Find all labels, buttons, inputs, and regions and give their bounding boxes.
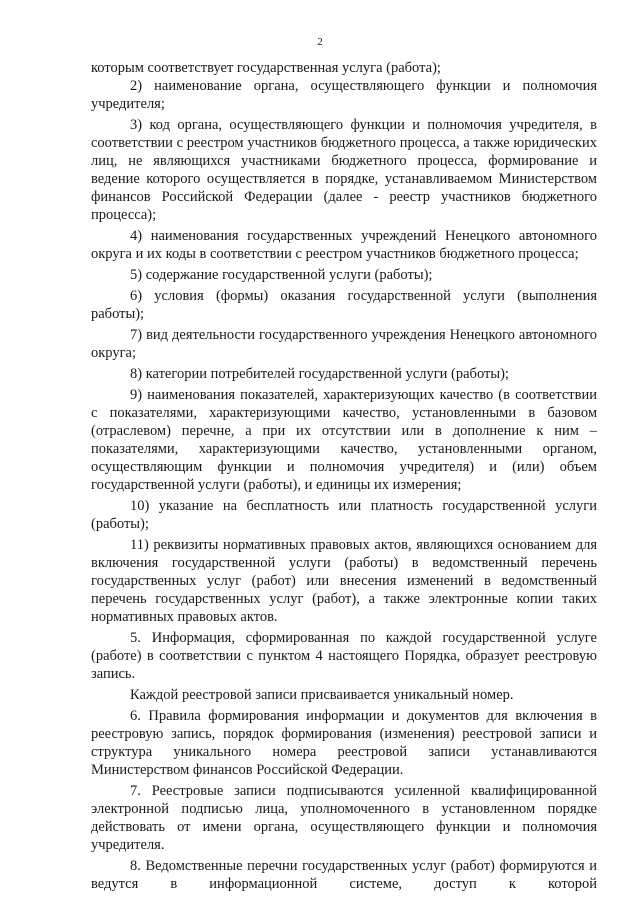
- paragraph-2: 2) наименование органа, осуществляющего функции и полномочия учредителя;: [91, 78, 597, 112]
- paragraph-3: 3) код органа, осуществляющего функции и полномочия учредителя, в соответствии с реестром участников бюджетного процесса, а также юридических лиц, не являющихся участниками бюджетного процесса, формирование и ведение которого осуществляется в порядке, устанавливаемом Министерством финансов Российской Федерации (далее - реестр участников бюджетного процесса);: [91, 117, 597, 223]
- paragraph-8: 8) категории потребителей государственной услуги (работы);: [130, 366, 509, 382]
- paragraph-11: 11) реквизиты нормативных правовых актов, являющихся основанием для включения государственной услуги (работы) в ведомственный перечень государственных услуг (работ) или внесения изменений в ведомственный перечень государственных услуг (работ), а также электронные копии таких нормативных правовых актов.: [91, 537, 597, 625]
- paragraph-1: которым соответствует государственная услуга (работа);: [91, 60, 441, 76]
- paragraph-13: Каждой реестровой записи присваивается уникальный номер.: [130, 687, 514, 703]
- page-number: 2: [317, 36, 323, 48]
- paragraph-16: 8. Ведомственные перечни государственных услуг (работ) формируются и ведутся в информационной системе, доступ к которой: [91, 858, 597, 892]
- paragraph-5: 5) содержание государственной услуги (работы);: [130, 267, 433, 283]
- paragraph-9: 9) наименования показателей, характеризующих качество (в соответствии с показателями, характеризующими качество, установленными в базовом (отраслевом) перечне, а при их отсутствии или в дополнение к ним – показателями, характеризующими качество, установленными органом, осуществляющим функции и полномочия учредителя) и (или) объем государственной услуги (работы), и единицы их измерения;: [91, 387, 597, 493]
- paragraph-4: 4) наименования государственных учреждений Ненецкого автономного округа и их коды в соответствии с реестром участников бюджетного процесса;: [91, 228, 597, 262]
- paragraph-6: 6) условия (формы) оказания государственной услуги (выполнения работы);: [91, 288, 597, 322]
- document-body: [91, 59, 597, 893]
- paragraph-14: 6. Правила формирования информации и документов для включения в реестровую запись, порядок формирования (изменения) реестровой записи и структура уникального номера реестровой записи устанавливаются Министерством финансов Российской Федерации.: [91, 708, 597, 778]
- paragraph-12: 5. Информация, сформированная по каждой государственной услуге (работе) в соответствии с пунктом 4 настоящего Порядка, образует реестровую запись.: [91, 630, 597, 682]
- paragraph-10: 10) указание на бесплатность или платность государственной услуги (работы);: [91, 498, 597, 532]
- paragraph-7: 7) вид деятельности государственного учреждения Ненецкого автономного округа;: [91, 327, 597, 361]
- paragraph-15: 7. Реестровые записи подписываются усиленной квалифицированной электронной подписью лица, уполномоченного в установленном порядке действовать от имени органа, осуществляющего функции и полномочия учредителя.: [91, 783, 597, 853]
